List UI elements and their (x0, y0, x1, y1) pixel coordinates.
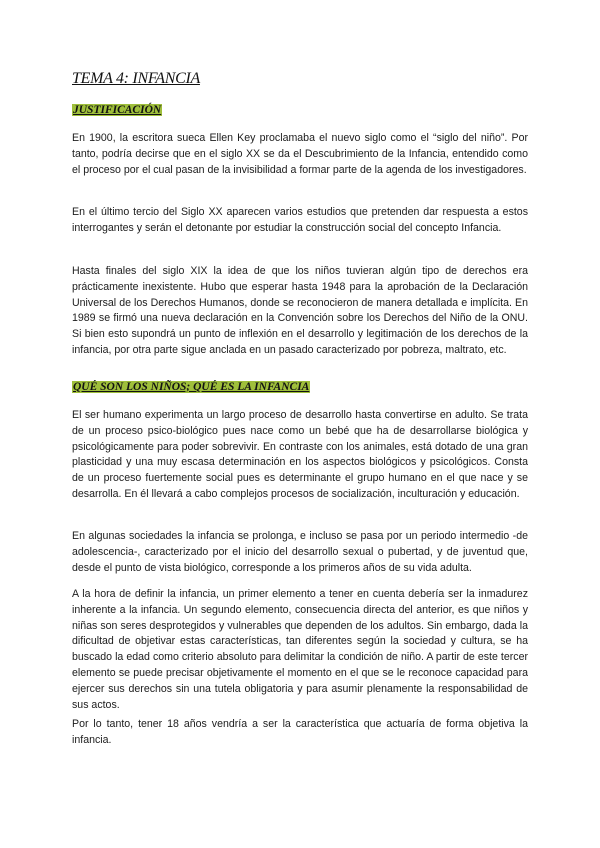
heading-highlight: QUÉ SON LOS NIÑOS; QUÉ ES LA INFANCIA (73, 381, 310, 393)
paragraph: En el último tercio del Siglo XX aparecen varios estudios que pretenden dar respuesta a estos interrogantes y serán el detonante por estudiar la construcción social del concepto Infancia. (72, 206, 528, 234)
paragraph: El ser humano experimenta un largo proceso de desarrollo hasta convertirse en adulto. Se trata de un proceso psico-biológico pues nace como un bebé que ha de desarrollarse biológica y psicológicamente para poder sobrevivir. En contraste con los animales, está dotado de una gran plasticidad y una muy escasa determinación en los aspectos biológicos y psicológicos. Consta de un proceso fuertemente social pues es determinante el grupo humano en el que nace y se desarrolla. En él llevará a cabo complejos procesos de socialización, inculturación y educación. (72, 409, 528, 500)
paragraph: Hasta finales del siglo XIX la idea de que los niños tuvieran algún tipo de derechos era prácticamente inexistente. Hubo que esperar hasta 1948 para la aprobación de la Declaración Universal de los Derechos Humanos, donde se reconocieron de manera detallada e implícita. En 1989 se firmó una nueva declaración en la Convención sobre los Derechos del Niño de la ONU. Si bien esto supondrá un punto de inflexión en el desarrollo y legitimación de los derechos de la infancia, por otra parte sigue anclada en un pasado caracterizado por pobreza, maltrato, etc. (72, 265, 528, 356)
section-heading-justificacion (72, 104, 162, 116)
page-title: TEMA 4: INFANCIA (72, 70, 200, 87)
paragraph: En algunas sociedades la infancia se prolonga, e incluso se pasa por un periodo intermedio -de adolescencia-, caracterizado por el inicio del desarrollo sexual o pubertad, y de juventud que, desde el punto de vista biológico, corresponde a los primeros años de su vida adulta. (72, 530, 528, 574)
heading-highlight: JUSTIFICACIÓN (73, 104, 162, 116)
paragraph: Por lo tanto, tener 18 años vendría a ser la característica que actuaría de forma objetiva la infancia. (72, 718, 528, 746)
paragraph: En 1900, la escritora sueca Ellen Key proclamaba el nuevo siglo como el “siglo del niño”. Por tanto, podría decirse que en el siglo XX se da el Descubrimiento de la Infancia, entendido como el proceso por el cual pasan de la invisibilidad a formar parte de la agenda de los investigadores. (72, 132, 528, 176)
paragraph: A la hora de definir la infancia, un primer elemento a tener en cuenta debería ser la inmadurez inherente a la infancia. Un segundo elemento, consecuencia directa del anterior, es que niños y niñas son seres desprotegidos y vulnerables que dependen de los adultos. Sin embargo, dada la dificultad de objetivar estas características, tan diferentes según la sociedad y cultura, se ha buscado la edad como criterio absoluto para delimitar la condición de niño. A partir de este tercer elemento se puede precisar objetivamente el momento en el que se le reconoce capacidad para ejercer sus derechos sin una tutela obligatoria y para asumir plenamente la responsabilidad de sus actos. (72, 588, 528, 711)
section-heading-que-son-los-ninos (72, 381, 310, 393)
